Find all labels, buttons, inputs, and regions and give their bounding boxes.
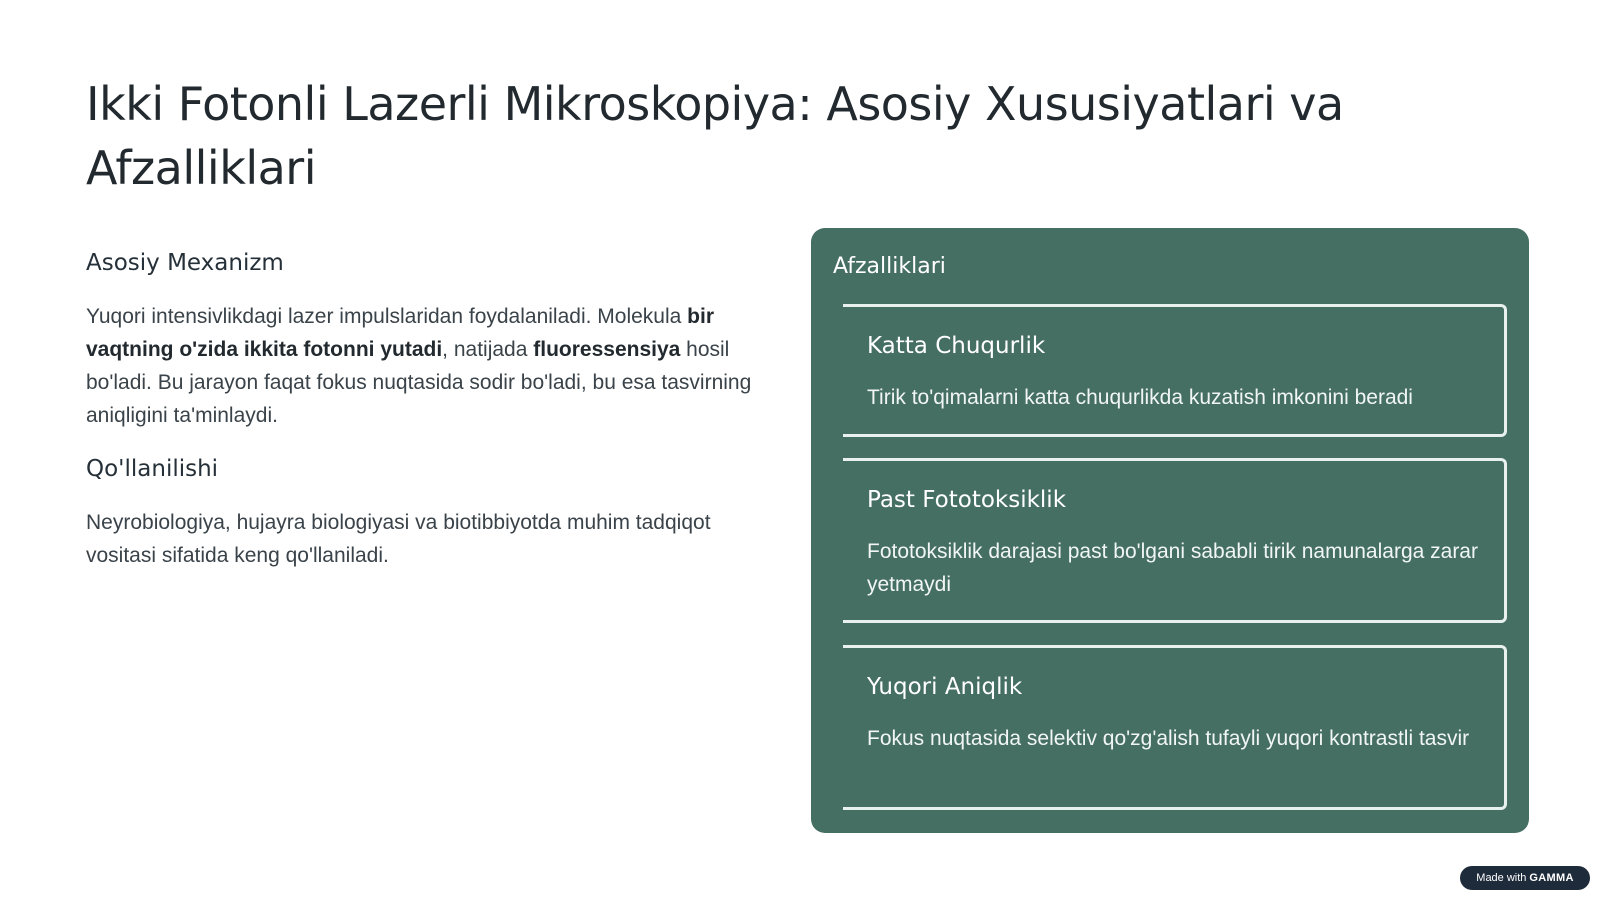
made-with-gamma-badge[interactable] — [1460, 866, 1590, 890]
mechanism-heading: Asosiy Mexanizm — [86, 250, 284, 276]
advantage-card-title: Katta Chuqurlik — [867, 333, 1046, 359]
advantage-card-depth — [843, 304, 1507, 437]
advantage-card-title: Yuqori Aniqlik — [867, 674, 1023, 700]
advantage-card-text: Fototoksiklik darajasi past bo'lgani sababli tirik namunalarga zarar yetmaydi — [867, 540, 1478, 596]
gamma-logo: GAMMA — [1529, 872, 1574, 884]
slide-title: Ikki Fotonli Lazerli Mikroskopiya: Asosiy Xususiyatlari va Afzalliklari — [86, 77, 1344, 195]
mechanism-paragraph — [86, 300, 776, 432]
advantages-title: Afzalliklari — [833, 254, 946, 279]
advantage-card-title: Past Fototoksiklik — [867, 487, 1067, 513]
mechanism-text-2: , natijada — [442, 338, 534, 361]
mechanism-text-3: hosil bo'ladi. Bu jarayon faqat fokus nuqtasida sodir bo'ladi, bu esa tasvirning aniqligini ta'minlaydi. — [86, 338, 752, 427]
mechanism-bold-1: bir vaqtning o'zida ikkita fotonni yutadi — [86, 305, 714, 361]
advantages-panel — [811, 228, 1529, 833]
applications-paragraph: Neyrobiologiya, hujayra biologiyasi va biotibbiyotda muhim tadqiqot vositasi sifatida keng qo'llaniladi. — [86, 511, 711, 567]
mechanism-text-1: Yuqori intensivlikdagi lazer impulslaridan foydalaniladi. Molekula — [86, 305, 688, 328]
advantage-card-phototoxicity — [843, 458, 1507, 623]
advantage-card-text: Tirik to'qimalarni katta chuqurlikda kuzatish imkonini beradi — [867, 386, 1413, 409]
advantage-card-resolution — [843, 645, 1507, 810]
applications-heading: Qo'llanilishi — [86, 456, 219, 482]
badge-prefix: Made with — [1476, 872, 1527, 884]
advantage-card-text: Fokus nuqtasida selektiv qo'zg'alish tufayli yuqori kontrastli tasvir — [867, 727, 1470, 750]
mechanism-bold-2: fluoressensiya — [533, 338, 681, 361]
left-column — [86, 246, 776, 572]
